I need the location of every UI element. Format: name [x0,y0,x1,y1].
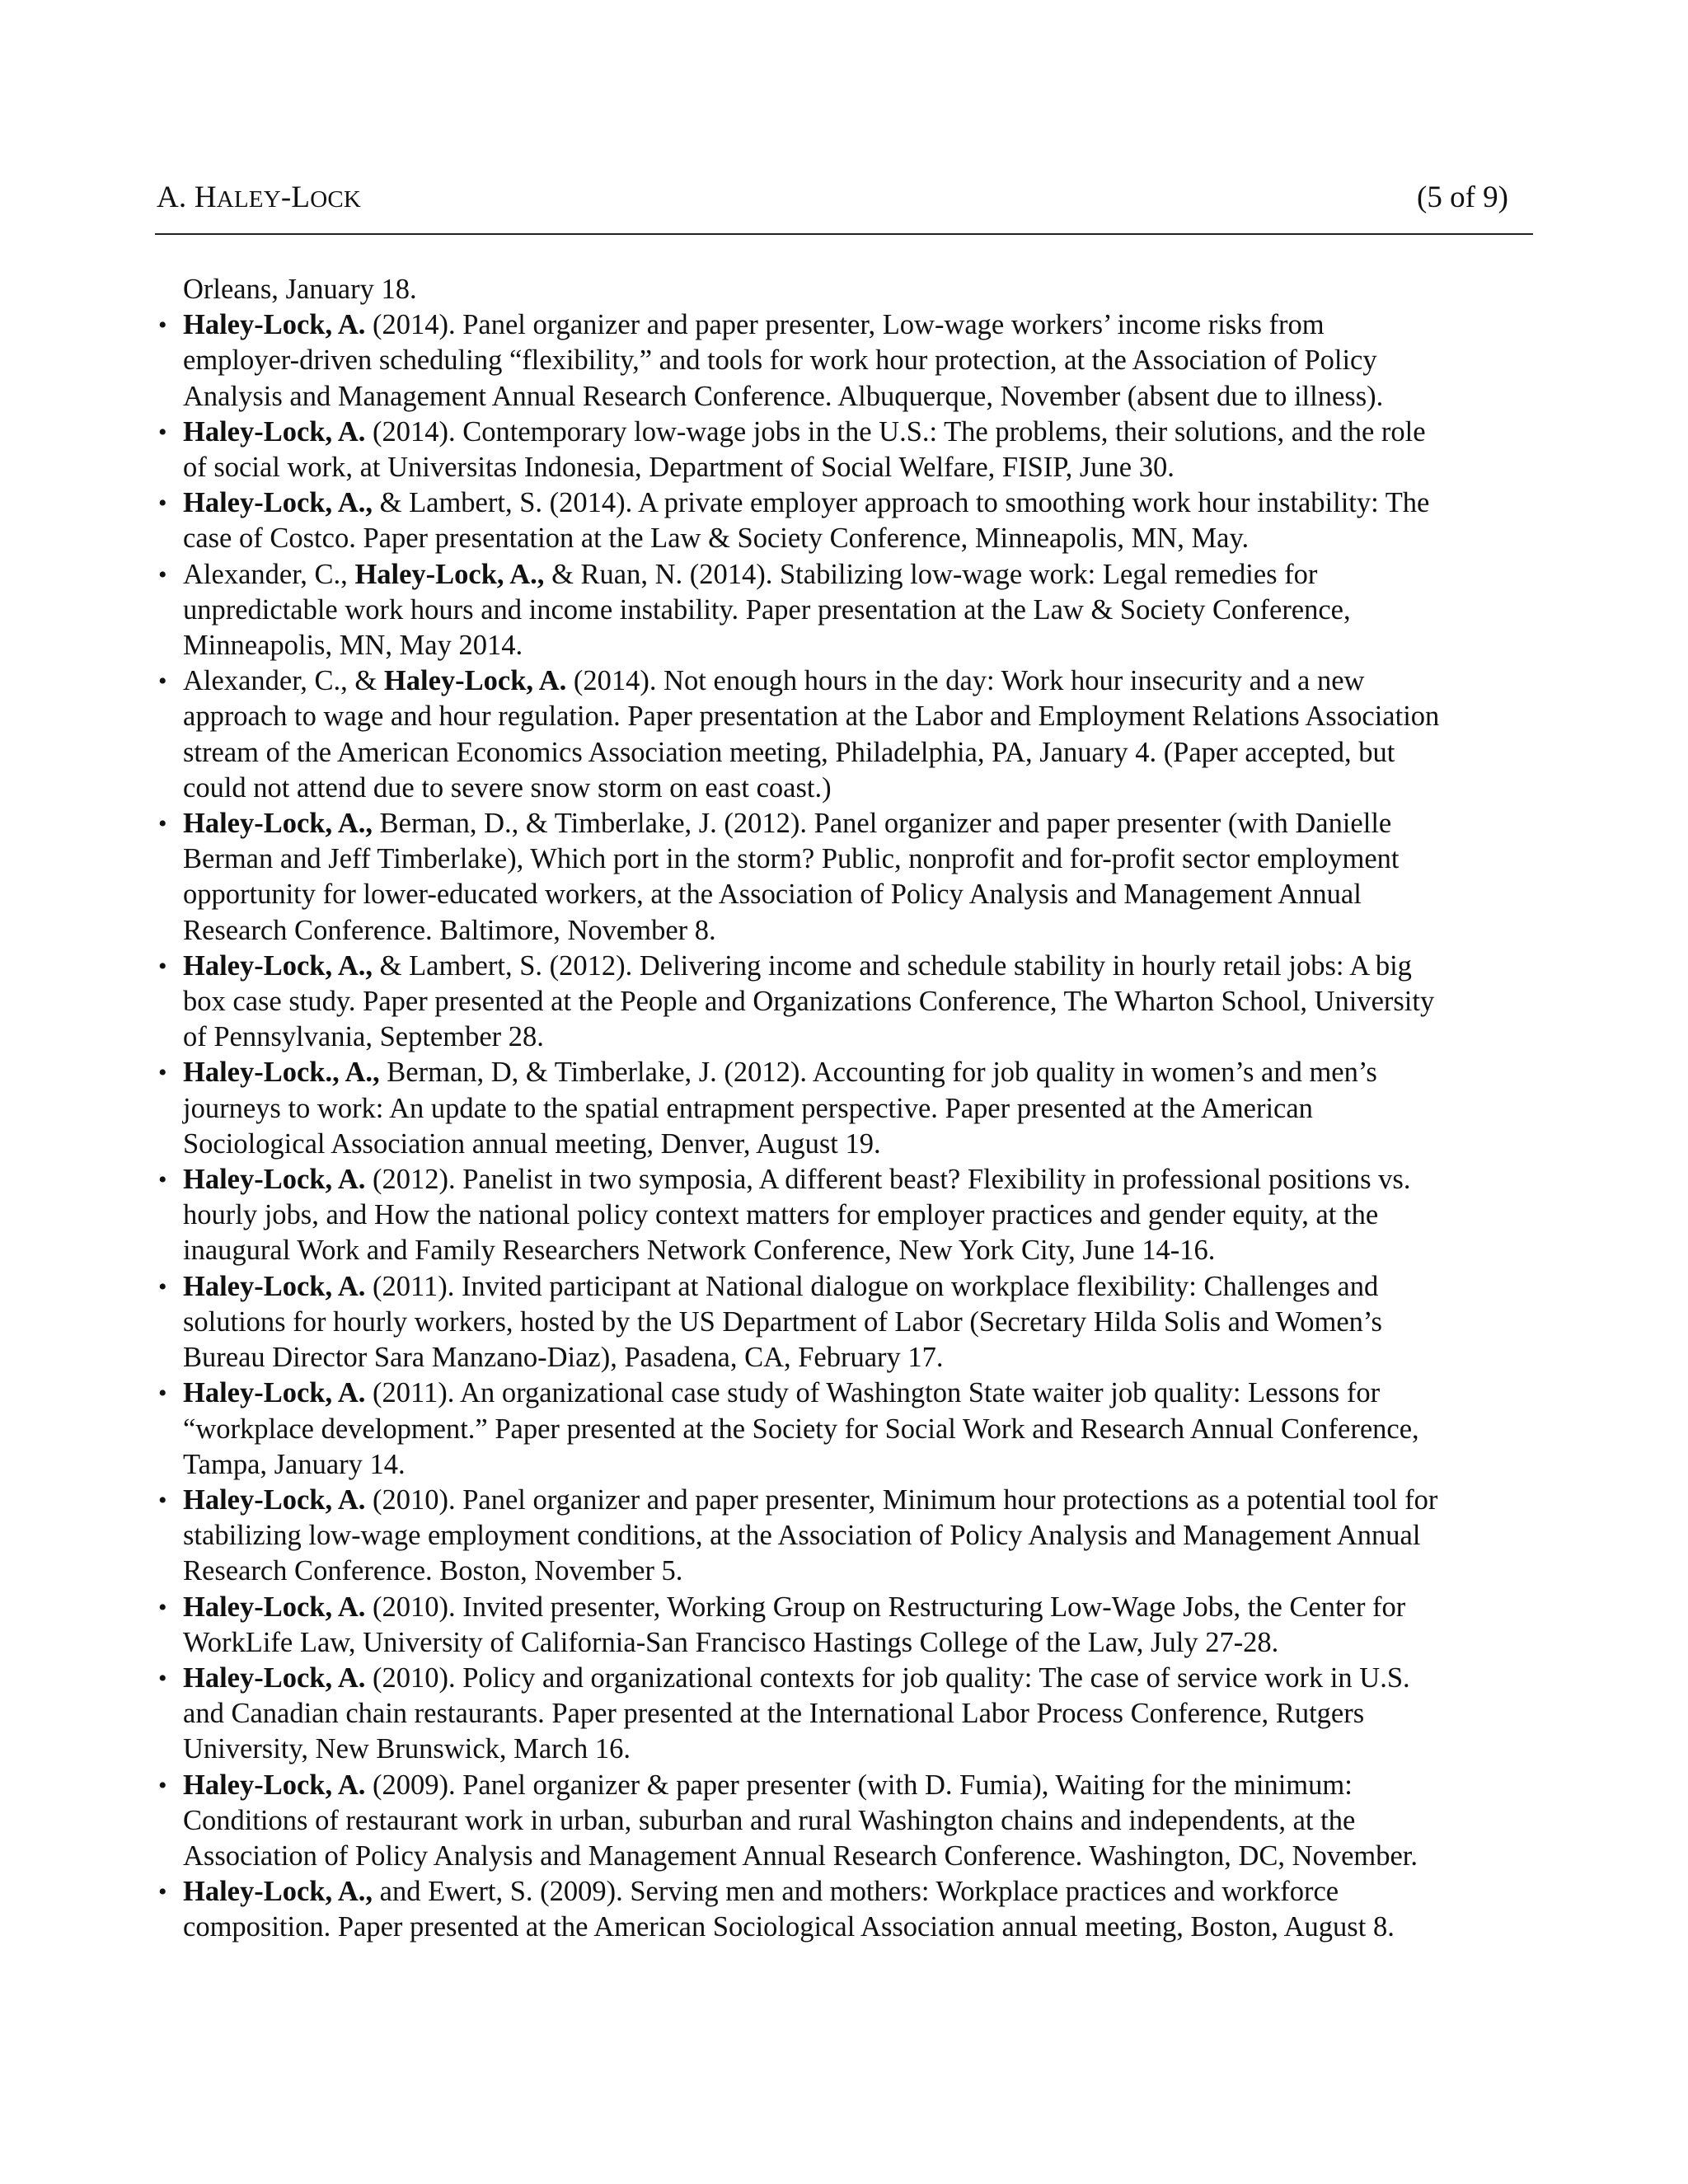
entry-line [183,343,1541,378]
presentation-entry [157,1269,1541,1376]
entry-text: stabilizing low-wage employment conditions, at the Association of Policy Analysis and Management Annual [183,1520,1421,1552]
entry-text: unpredictable work hours and income instability. Paper presentation at the Law & Society Conference, [183,593,1351,626]
entry-text: solutions for hourly workers, hosted by the US Department of Labor (Secretary Hilda Solis and Women’s [183,1305,1382,1338]
bullet-icon: • [158,1380,167,1408]
entry-text: Bureau Director Sara Manzano-Diaz), Pasadena, CA, February 17. [183,1342,944,1374]
author-name-bold: Haley-Lock, A., [183,1876,373,1908]
entry-line [183,1625,1541,1661]
entry-text: Alexander, C., & [183,665,384,697]
entry-text: opportunity for lower-educated workers, at the Association of Policy Analysis and Management Annual [183,879,1362,911]
entry-text: “workplace development.” Paper presented at the Society for Social Work and Research Annual Conference, [183,1413,1419,1445]
entry-text: (2011). Invited participant at National dialogue on workplace flexibility: Challenges and [365,1270,1379,1302]
entry-text: of social work, at Universitas Indonesia, Department of Social Welfare, FISIP, June 30. [183,452,1175,484]
entry-line [183,1518,1541,1554]
entry-text: inaugural Work and Family Researchers Network Conference, New York City, June 14-16. [183,1235,1216,1267]
bullet-icon: • [158,1771,167,1799]
entry-line [183,1376,1541,1411]
entry-text: journeys to work: An update to the spatial entrapment perspective. Paper presented at the American [183,1092,1313,1124]
entry-line [183,1590,1541,1625]
entry-text: Berman, D, & Timberlake, J. (2012). Accounting for job quality in women’s and men’s [379,1057,1377,1089]
author-name-bold: Haley-Lock, A., [183,487,373,519]
author-name-bold: Haley-Lock, A., [354,558,545,590]
author-name-bold: Haley-Lock, A. [183,1483,366,1516]
bullet-icon: • [158,1059,167,1087]
bullet-icon: • [158,1166,167,1194]
entry-line [183,379,1541,415]
bullet-icon: • [158,952,167,980]
entry-line [183,1055,1541,1090]
entry-text: Alexander, C., [183,558,355,590]
entry-text: University, New Brunswick, March 16. [183,1733,631,1765]
header-divider [155,233,1533,235]
page-number: (5 of 9) [1417,180,1508,214]
entry-text: composition. Paper presented at the American Sociological Association annual meeting, Boston, August 8. [183,1911,1395,1943]
bullet-icon: • [158,810,167,838]
entry-text: Conditions of restaurant work in urban, suburban and rural Washington chains and independents, at the [183,1804,1356,1836]
bullet-icon: • [158,668,167,696]
presentation-entry [157,806,1541,949]
entry-line [183,806,1541,841]
entry-line [183,485,1541,521]
entry-text: & Lambert, S. (2012). Delivering income and schedule stability in hourly retail jobs: A big [373,949,1412,982]
entry-line [183,984,1541,1019]
entry-line [183,735,1541,771]
entry-text: Tampa, January 14. [183,1448,406,1480]
presentation-entries [157,307,1541,1945]
author-running-head [157,175,361,223]
bullet-icon: • [158,1664,167,1692]
entry-text: Sociological Association annual meeting, Denver, August 19. [183,1127,881,1160]
author-name-bold: Haley-Lock, A. [383,665,567,697]
presentation-entry [157,1055,1541,1162]
presentation-entry [157,1874,1541,1945]
entry-line [183,1233,1541,1268]
entry-text: (2012). Panelist in two symposia, A different beast? Flexibility in professional positions vs. [365,1164,1411,1196]
entry-line [183,913,1541,949]
presentation-entry [157,663,1541,806]
entry-text: (2009). Panel organizer & paper presenter (with D. Fumia), Waiting for the minimum: [365,1769,1353,1801]
entry-text: (2010). Panel organizer and paper presenter, Minimum hour protections as a potential tool for [365,1483,1438,1516]
entry-line [183,699,1541,734]
entry-text: hourly jobs, and How the national policy context matters for employer practices and gender equity, at the [183,1199,1379,1231]
entry-text: Association of Policy Analysis and Management Annual Research Conference. Washington, DC, November. [183,1840,1418,1872]
entry-line [183,663,1541,699]
author-name-bold: Haley-Lock, A. [183,1591,366,1623]
presentation-entry [157,1483,1541,1590]
entry-line [183,1162,1541,1197]
entry-text: (2014). Panel organizer and paper presenter, Low-wage workers’ income risks from [365,309,1325,341]
entry-line [183,949,1541,984]
entry-line [183,1910,1541,1945]
author-name-bold: Haley-Lock, A. [183,1270,366,1302]
bullet-icon: • [158,1878,167,1906]
bullet-icon: • [158,418,167,446]
entry-text: and Canadian chain restaurants. Paper presented at the International Labor Process Conference, Rutgers [183,1698,1365,1730]
entry-line [183,1340,1541,1376]
entry-text: (2010). Policy and organizational contexts for job quality: The case of service work in U.S. [365,1661,1410,1694]
bullet-icon: • [158,1593,167,1621]
entry-text: Berman and Jeff Timberlake), Which port in the storm? Public, nonprofit and for-profit sector employment [183,843,1400,875]
entry-text: (2010). Invited presenter, Working Group on Restructuring Low-Wage Jobs, the Center for [365,1591,1406,1623]
entry-text: box case study. Paper presented at the People and Organizations Conference, The Wharton School, University [183,986,1435,1018]
entry-line [183,628,1541,663]
entry-line [183,1412,1541,1447]
author-name-bold: Haley-Lock, A., [183,949,373,982]
entry-line [183,450,1541,485]
presentation-entry [157,485,1541,556]
presentation-entry [157,1376,1541,1483]
entry-text: Research Conference. Baltimore, November 8. [183,914,716,946]
entry-line [183,877,1541,912]
entry-line [183,1019,1541,1055]
entry-line [183,1768,1541,1803]
entry-text: & Lambert, S. (2014). A private employer approach to smoothing work hour instability: The [373,487,1430,519]
entry-line [183,1661,1541,1696]
author-name-bold: Haley-Lock, A. [183,1377,366,1409]
entry-line [183,593,1541,628]
author-surname-part1: ALEY [216,186,281,213]
entry-line [183,415,1541,450]
entry-text: WorkLife Law, University of California-San Francisco Hastings College of the Law, July 27-28. [183,1626,1279,1658]
entry-line [183,521,1541,556]
presentations-list-section [157,272,1541,1946]
entry-text: (2011). An organizational case study of Washington State waiter job quality: Lessons for [365,1377,1381,1409]
entry-line [183,1803,1541,1839]
entry-text: could not attend due to severe snow storm on east coast.) [183,771,832,804]
bullet-icon: • [158,490,167,518]
entry-text: & Ruan, N. (2014). Stabilizing low-wage work: Legal remedies for [544,558,1318,590]
entry-line [183,1839,1541,1874]
entry-line [183,1696,1541,1732]
author-name-bold: Haley-Lock, A. [183,1769,366,1801]
page-header [157,175,1508,221]
entry-line [183,841,1541,877]
entry-line [183,1197,1541,1233]
bullet-icon: • [158,312,167,340]
entry-line [183,1269,1541,1305]
author-name-bold: Haley-Lock, A. [183,1661,366,1694]
presentation-entry [157,307,1541,415]
presentation-entry [157,1768,1541,1875]
bullet-icon: • [158,1272,167,1301]
presentation-entry [157,1590,1541,1661]
author-initial: A. H [157,180,217,214]
entry-text: case of Costco. Paper presentation at the Law & Society Conference, Minneapolis, MN, May. [183,523,1250,555]
entry-line [183,307,1541,343]
entry-text: of Pennsylvania, September 28. [183,1021,544,1053]
author-name-bold: Haley-Lock., A., [183,1057,380,1089]
author-surname-hyphen: -L [280,180,311,214]
entry-line [183,1447,1541,1483]
entry-text: (2014). Not enough hours in the day: Work hour insecurity and a new [566,665,1365,697]
author-name-bold: Haley-Lock, A. [183,415,366,448]
entry-text: stream of the American Economics Association meeting, Philadelphia, PA, January 4. (Paper accepted, but [183,736,1395,768]
author-surname-part2: OCK [310,186,362,213]
presentation-entry [157,1661,1541,1768]
entry-text: approach to wage and hour regulation. Paper presentation at the Labor and Employment Relations Association [183,701,1440,733]
entry-line [183,1732,1541,1767]
presentation-entry [157,415,1541,485]
entry-line [183,1554,1541,1589]
entry-line [183,1483,1541,1518]
presentation-entry [157,557,1541,664]
entry-text: Berman, D., & Timberlake, J. (2012). Panel organizer and paper presenter (with Danielle [373,808,1392,840]
author-name-bold: Haley-Lock, A., [183,808,373,840]
bullet-icon: • [158,560,167,588]
author-name-bold: Haley-Lock, A. [183,309,366,341]
continued-entry-text: Orleans, January 18. [183,274,417,305]
entry-line [183,771,1541,806]
author-name-bold: Haley-Lock, A. [183,1164,366,1196]
entry-line [183,1874,1541,1910]
entry-line [183,557,1541,593]
presentation-entry [157,1162,1541,1269]
entry-text: (2014). Contemporary low-wage jobs in the U.S.: The problems, their solutions, and the role [365,415,1426,448]
entry-line [183,1305,1541,1340]
entry-text: Research Conference. Boston, November 5. [183,1555,683,1587]
entry-text: Analysis and Management Annual Research Conference. Albuquerque, November (absent due to illness). [183,380,1384,412]
entry-line [183,1091,1541,1127]
bullet-icon: • [158,1486,167,1514]
presentation-entry [157,949,1541,1056]
entry-text: and Ewert, S. (2009). Serving men and mothers: Workplace practices and workforce [373,1876,1339,1908]
entry-line [183,1127,1541,1162]
entry-text: employer-driven scheduling “flexibility,” and tools for work hour protection, at the Association of Policy [183,344,1377,377]
entry-text: Minneapolis, MN, May 2014. [183,630,523,662]
